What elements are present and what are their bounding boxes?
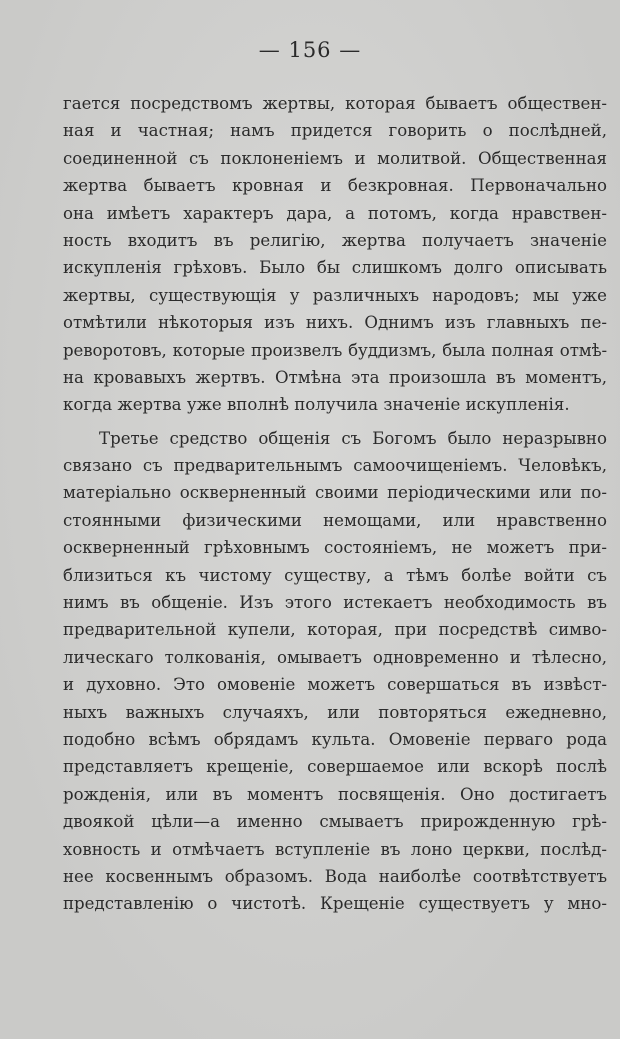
text-line: рожденія, или въ моментъ посвященія. Оно достигаетъ [63, 784, 607, 804]
text-line: предварительной купели, которая, при посредствѣ симво- [63, 620, 607, 640]
text-line: матеріально оскверненный своими періодическими или по- [63, 483, 607, 503]
text-line: на кровавыхъ жертвъ. Отмѣна эта произошла въ моментъ, [63, 367, 607, 387]
text-line: искупленія грѣховъ. Было бы слишкомъ долго описывать [63, 258, 607, 278]
text-line: лическаго толкованія, омываетъ одновременно и тѣлесно, [63, 647, 607, 667]
paragraph-2 [63, 425, 607, 918]
text-line: ная и частная; намъ придется говорить о послѣдней, [63, 121, 607, 141]
paragraph-1 [63, 90, 607, 419]
text-line: гается посредствомъ жертвы, которая бываетъ обществен- [63, 94, 607, 113]
text-line: реворотовъ, которые произвелъ буддизмъ, была полная отмѣ- [63, 340, 607, 360]
text-line: нее косвеннымъ образомъ. Вода наиболѣе соотвѣтствуетъ [63, 866, 607, 886]
text-line: она имѣетъ характеръ дара, а потомъ, когда нравствен- [63, 203, 607, 223]
page-number: — 156 — [258, 38, 362, 62]
text-line: оскверненный грѣховнымъ состояніемъ, не можетъ при- [63, 538, 607, 558]
text-line: ныхъ важныхъ случаяхъ, или повторяться ежедневно, [63, 702, 607, 722]
text-line: ховность и отмѣчаетъ вступленіе въ лоно церкви, послѣд- [63, 839, 607, 859]
text-line: ность входитъ въ религію, жертва получаетъ значеніе [63, 230, 607, 250]
text-line: и духовно. Это омовеніе можетъ совершаться въ извѣст- [63, 675, 607, 695]
text-line: жертвы, существующія у различныхъ народовъ; мы уже [63, 285, 607, 305]
text-line: близиться къ чистому существу, а тѣмъ болѣе войти съ [63, 565, 607, 585]
text-line: соединенной съ поклоненіемъ и молитвой. Общественная [63, 148, 607, 168]
text-line: представленію о чистотѣ. Крещеніе существуетъ у мно- [63, 894, 607, 914]
text-line: подобно всѣмъ обрядамъ культа. Омовеніе перваго рода [63, 729, 607, 749]
text-line: когда жертва уже вполнѣ получила значеніе искупленія. [63, 395, 570, 415]
text-line: двоякой цѣли—а именно смываетъ прирожденную грѣ- [63, 812, 607, 832]
text-line: Третье средство общенія съ Богомъ было неразрывно [99, 428, 607, 448]
text-line: связано съ предварительнымъ самоочищеніемъ. Человѣкъ, [63, 456, 607, 476]
text-line: стоянными физическими немощами, или нравственно [63, 510, 607, 530]
text-line: нимъ въ общеніе. Изъ этого истекаетъ необходимость въ [63, 593, 607, 613]
text-line: жертва бываетъ кровная и безкровная. Первоначально [63, 176, 607, 196]
text-line: представляетъ крещеніе, совершаемое или вскорѣ послѣ [63, 757, 607, 777]
text-line: отмѣтили нѣкоторыя изъ нихъ. Однимъ изъ главныхъ пе- [63, 313, 607, 333]
body-text [63, 90, 607, 918]
